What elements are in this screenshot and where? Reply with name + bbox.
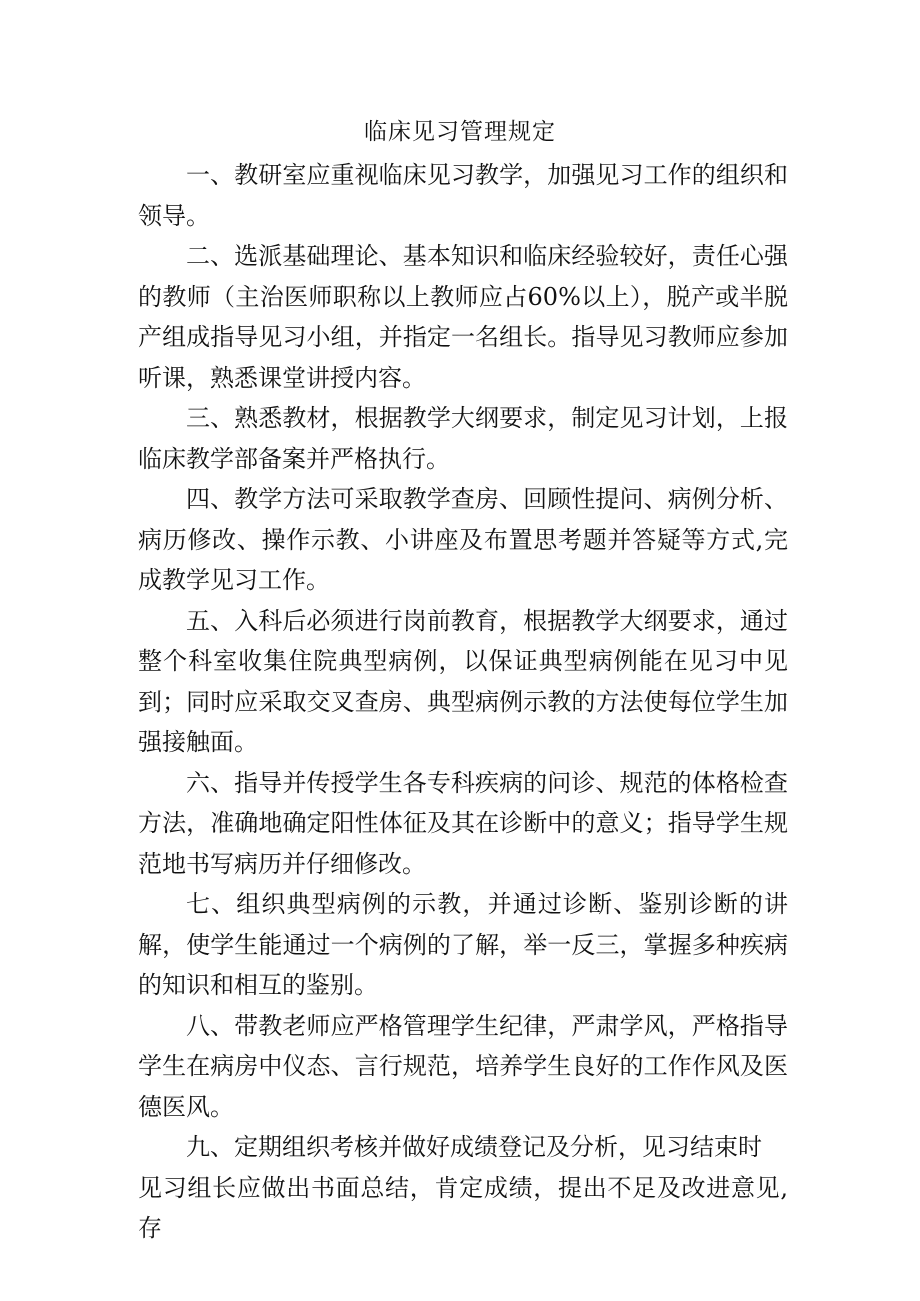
paragraph-4: 四、教学方法可采取教学查房、回顾性提问、病例分析、病历修改、操作示教、小讲座及布置思考题并答疑等方式,完成教学见习工作。 [138, 485, 788, 594]
paragraph-3: 三、熟悉教材，根据教学大纲要求，制定见习计划，上报临床教学部备案并严格执行。 [138, 404, 788, 473]
document-body [138, 155, 788, 1249]
paragraph-2: 二、选派基础理论、基本知识和临床经验较好，责任心强的教师（主治医师职称以上教师应占60%以上），脱产或半脱产组成指导见习小组，并指定一名组长。指导见习教师应参加听课，熟悉课堂讲授内容。 [138, 242, 788, 392]
paragraph-9-lead: 九、定期组织考核并做好成绩登记及分析，见习结束时 [186, 1133, 762, 1161]
document-title: 临床见习管理规定 [364, 119, 556, 145]
paragraph-9-rest: 见习组长应做出书面总结，肯定成绩，提出不足及改进意见,存 [138, 1173, 788, 1242]
paragraph-1: 一、教研室应重视临床见习教学，加强见习工作的组织和领导。 [138, 161, 788, 230]
paragraph-5: 五、入科后必须进行岗前教育，根据教学大纲要求，通过整个科室收集住院典型病例，以保证典型病例能在见习中见到；同时应采取交叉查房、典型病例示教的方法使每位学生加强接触面。 [138, 606, 788, 756]
paragraph-6: 六、指导并传授学生各专科疾病的问诊、规范的体格检查方法，准确地确定阳性体征及其在诊断中的意义；指导学生规范地书写病历并仔细修改。 [138, 768, 788, 878]
paragraph-7: 七、组织典型病例的示教，并通过诊断、鉴别诊断的讲解，使学生能通过一个病例的了解，举一反三，掌握多种疾病的知识和相互的鉴别。 [138, 890, 788, 999]
paragraph-8: 八、带教老师应严格管理学生纪律，严肃学风，严格指导学生在病房中仪态、言行规范，培养学生良好的工作作风及医德医风。 [138, 1011, 788, 1121]
